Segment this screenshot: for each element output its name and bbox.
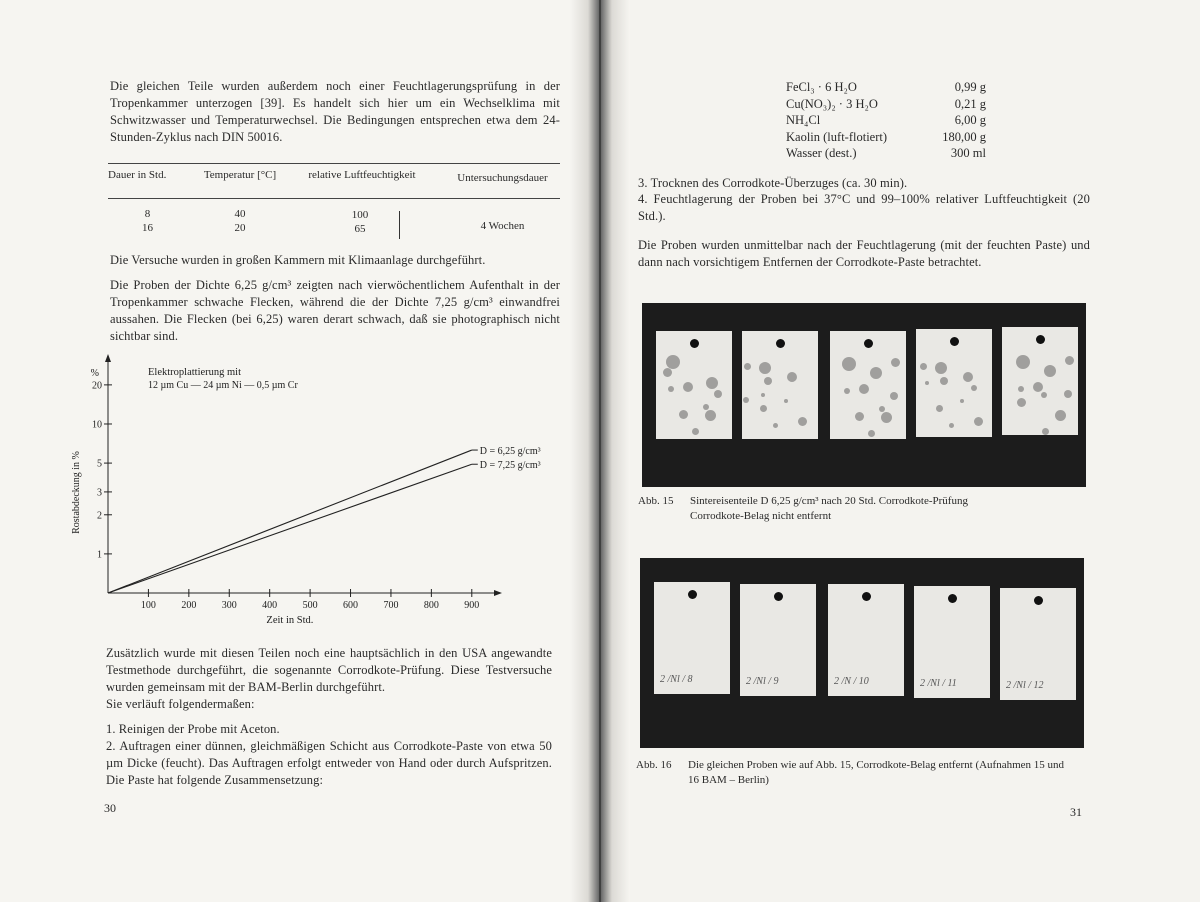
sample-plate [656, 331, 732, 439]
paragraph-betrachtet: Die Proben wurden unmittelbar nach der Feuchtlagerung (mit der feuchten Paste) und dann nach vorsichtigem Entfernen der Corrodkote-Paste betrachtet. [638, 238, 1090, 269]
plate-marking: 2 /Nl / 9 [746, 676, 779, 687]
table-cell-feuchte: 65 [354, 223, 366, 235]
y-tick-label: 3 [97, 487, 102, 499]
figure-16-photo [640, 558, 1084, 748]
corrosion-spot [960, 399, 964, 403]
corrosion-spot [870, 367, 882, 379]
series-line [108, 450, 472, 593]
x-tick-label: 300 [221, 600, 237, 611]
figure-16-label: Abb. 16 [636, 759, 672, 771]
figure-15-caption: Sintereisenteile D 6,25 g/cm³ nach 20 Std. Corrodkote-Prüfung Corrodkote-Belag nicht entfernt [690, 495, 968, 522]
corrosion-spot [881, 412, 892, 423]
plate-hole [1036, 335, 1045, 344]
x-tick-label: 200 [181, 600, 197, 611]
sample-plate [1002, 327, 1078, 435]
sample-plate [828, 584, 904, 696]
plate-hole [1034, 596, 1043, 605]
composition-table [786, 79, 986, 162]
y-tick-label: 1 [97, 549, 102, 561]
y-tick-label: 2 [97, 510, 102, 522]
corrosion-spot [706, 377, 718, 389]
right-page [604, 0, 1200, 902]
corrosion-spot [692, 428, 699, 435]
table-cell-temp: 40 [234, 208, 246, 220]
composition-row: Wasser (dest.) 300 ml [786, 146, 986, 160]
paragraph-intro: Die gleichen Teile wurden außerdem noch einer Feuchtlagerungsprüfung in der Tropenkammer unterzogen [39]. Es handelt sich hier um ein Wechselklima mit Schwitzwasser und Temperaturwechsel. Die Bedingungen entsprechen etwa dem 24-Stunden-Zyklus nach DIN 50016. [110, 79, 560, 144]
corrosion-spot [868, 430, 875, 437]
corrosion-spot [1033, 382, 1043, 392]
corrosion-spot [761, 393, 765, 397]
corrosion-spot [859, 384, 869, 394]
y-unit-label: % [90, 368, 99, 379]
plate-marking: 2 /N / 10 [834, 676, 869, 687]
corrosion-spot [1065, 356, 1074, 365]
x-tick-label: 100 [140, 600, 156, 611]
corrosion-spot [714, 390, 722, 398]
composition-row: FeCl₃ · 6 H₂O 0,99 g [786, 80, 986, 94]
corrosion-spot [925, 381, 929, 385]
table-cell-feuchte: 100 [351, 209, 369, 221]
composition-row: Kaolin (luft-flotiert) 180,00 g [786, 129, 986, 144]
y-tick-label: 5 [97, 458, 102, 470]
paragraph-verlauf: Sie verläuft folgendermaßen: [106, 697, 255, 711]
corrosion-spot [890, 392, 898, 400]
paragraph-kammern: Die Versuche wurden in großen Kammern mit Klimaanlage durchgeführt. [110, 253, 486, 267]
left-page [0, 0, 596, 902]
corrosion-spot [743, 397, 749, 403]
table-cell-dauer: 16 [142, 222, 153, 234]
table-header-rule [108, 198, 560, 199]
corrosion-spot [683, 382, 693, 392]
table-header-dauer: Dauer in Std. [108, 169, 167, 181]
corrosion-spot [666, 355, 680, 369]
x-axis-arrow [494, 590, 502, 596]
corrosion-spot [844, 388, 850, 394]
corrosion-spot [971, 385, 977, 391]
brace-line [399, 211, 400, 239]
x-tick-label: 500 [302, 600, 318, 611]
x-tick-label: 400 [262, 600, 278, 611]
corrosion-spot [1016, 355, 1030, 369]
series-label: D = 6,25 g/cm³ [479, 446, 541, 458]
page-number-left: 30 [104, 801, 116, 815]
sample-plate [1000, 588, 1076, 700]
y-axis-title: Rostabdeckung in % [71, 451, 82, 534]
corrosion-spot [891, 358, 900, 367]
composition-row: NH₄Cl 6,00 g [786, 113, 986, 127]
corrosion-spot [1041, 392, 1047, 398]
paragraph-proben: Die Proben der Dichte 6,25 g/cm³ zeigten nach vierwöchentlichem Aufenthalt in der Tropenkammer schwache Flecken, während die der Dichte 7,25 g/cm³ einwandfrei aussahen. Die Flecken (bei 6,25) waren derart schwach, daß sie photographisch nicht sichtbar sind. [110, 278, 560, 343]
chart-subtitle: 12 µm Cu — 24 µm Ni — 0,5 µm Cr [148, 380, 298, 391]
chart-title: Elektroplattierung mit [148, 367, 242, 378]
paragraph-corrodkote: Zusätzlich wurde mit diesen Teilen noch eine hauptsächlich in den USA angewandte Testmethode durchgeführt, die sogenannte Corrodkote-Prüfung. Diese Testversuche wurden gemeinsam mit der BAM-Berlin durchgeführt. [106, 646, 552, 694]
plate-hole [950, 337, 959, 346]
plate-hole [776, 339, 785, 348]
sample-plate [916, 329, 992, 437]
plate-marking: 2 /Nl / 8 [660, 674, 693, 685]
corrosion-spot [784, 399, 788, 403]
series-line [108, 464, 472, 593]
x-tick-label: 600 [343, 600, 359, 611]
corrosion-spot [940, 377, 948, 385]
corrosion-spot [668, 386, 674, 392]
corrosion-spot [744, 363, 751, 370]
plate-hole [688, 590, 697, 599]
corrosion-spot [764, 377, 772, 385]
sample-plate [654, 582, 730, 694]
table-cell-duration: 4 Wochen [480, 220, 525, 232]
corrosion-spot [963, 372, 973, 382]
corrosion-spot [703, 404, 709, 410]
composition-row: Cu(NO₃)₂ · 3 H₂O 0,21 g [786, 96, 986, 111]
corrosion-spot [1017, 398, 1026, 407]
x-axis-title: Zeit in Std. [266, 615, 314, 626]
corrosion-spot [679, 410, 688, 419]
sample-plate [914, 586, 990, 698]
table-header-untersuchungsdauer: Untersuchungsdauer [457, 172, 548, 184]
sample-plate [740, 584, 816, 696]
x-tick-label: 800 [423, 600, 439, 611]
figure-16-caption: Die gleichen Proben wie auf Abb. 15, Corrodkote-Belag entfernt (Aufnahmen 15 und 16 BAM – Berlin) [688, 759, 1065, 786]
x-tick-label: 900 [464, 600, 480, 611]
corrosion-spot [787, 372, 797, 382]
table-top-rule [108, 163, 560, 164]
corrosion-spot [1055, 410, 1066, 421]
corrosion-spot [936, 405, 943, 412]
plate-hole [948, 594, 957, 603]
figure-15-label: Abb. 15 [638, 495, 674, 507]
plate-hole [774, 592, 783, 601]
table-cell-dauer: 8 [144, 208, 151, 220]
corrosion-spot [759, 362, 771, 374]
corrosion-spot [949, 423, 954, 428]
sample-plate [830, 331, 906, 439]
corrosion-spot [935, 362, 947, 374]
corrosion-spot [1042, 428, 1049, 435]
corrosion-spot [920, 363, 927, 370]
table-cell-temp: 20 [234, 222, 246, 234]
corrosion-spot [842, 357, 856, 371]
figure-15-photo [642, 303, 1086, 487]
corrosion-spot [879, 406, 885, 412]
plate-hole [862, 592, 871, 601]
x-tick-label: 700 [383, 600, 399, 611]
plate-marking: 2 /Nl / 11 [920, 678, 957, 689]
y-tick-label: 20 [92, 380, 102, 392]
step-3: 3. Trocknen des Corrodkote-Überzuges (ca. 30 min). [638, 176, 908, 190]
corrosion-spot [798, 417, 807, 426]
step-4: 4. Feuchtlagerung der Proben bei 37°C und 99–100% relativer Luftfeuchtigkeit (20 Std.). [638, 192, 1090, 223]
corrosion-spot [974, 417, 983, 426]
corrosion-chart [60, 352, 570, 632]
corrosion-spot [855, 412, 864, 421]
table-header-temperatur: Temperatur [°C] [203, 169, 277, 181]
page-number-right: 31 [1070, 805, 1082, 819]
plate-hole [690, 339, 699, 348]
table-header-feuchte: relative Luftfeuchtigkeit [308, 169, 416, 181]
step-1: 1. Reinigen der Probe mit Aceton. [106, 722, 280, 736]
corrosion-spot [663, 368, 672, 377]
corrosion-spot [1018, 386, 1024, 392]
y-axis-arrow [105, 354, 111, 362]
corrosion-spot [1044, 365, 1056, 377]
plate-hole [864, 339, 873, 348]
sample-plate [742, 331, 818, 439]
corrosion-spot [760, 405, 767, 412]
series-label: D = 7,25 g/cm³ [479, 460, 541, 472]
corrosion-spot [705, 410, 716, 421]
step-2: 2. Auftragen einer dünnen, gleichmäßigen Schicht aus Corrodkote-Paste von etwa 50 µm Dicke (feucht). Das Auftragen erfolgt entweder von Hand oder durch Aufspritzen. Die Paste hat folgende Zusammensetzung: [106, 739, 552, 787]
corrosion-spot [1064, 390, 1072, 398]
plate-marking: 2 /Nl / 12 [1006, 680, 1044, 691]
corrosion-spot [773, 423, 778, 428]
y-tick-label: 10 [92, 419, 102, 431]
